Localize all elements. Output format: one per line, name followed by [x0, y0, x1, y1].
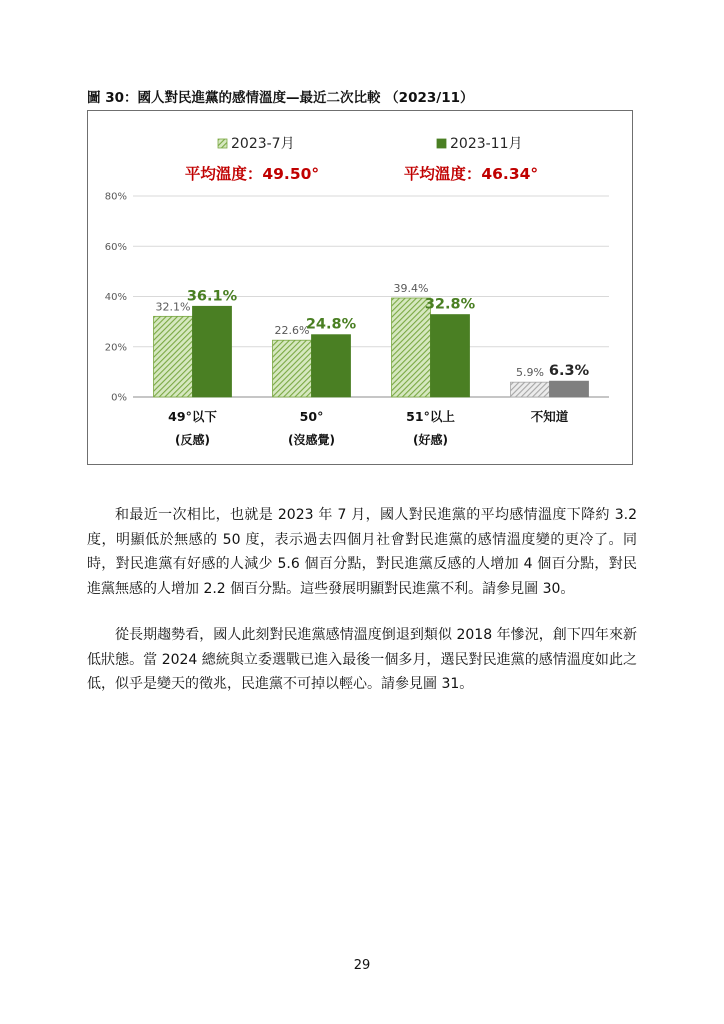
- bar: [431, 315, 470, 397]
- data-label: 32.1%: [155, 300, 191, 314]
- legend-label: 2023-7月: [231, 136, 295, 152]
- bar: [550, 381, 589, 397]
- x-tick-sublabel: (反感): [175, 433, 210, 447]
- data-label: 6.3%: [548, 363, 590, 380]
- bar: [154, 316, 193, 397]
- data-label: 32.8%: [424, 296, 476, 313]
- bar-chart: [88, 111, 634, 466]
- figure-title: 圖 30：國人對民進黨的感情溫度—最近二次比較 （2023/11）: [87, 90, 474, 106]
- x-tick-label: 不知道: [530, 409, 569, 424]
- chart-container: [87, 110, 633, 465]
- data-label: 39.4%: [393, 282, 429, 296]
- x-tick-label: 49°以下: [168, 409, 217, 424]
- data-label: 5.9%: [516, 366, 544, 380]
- y-tick-label: 80%: [104, 191, 127, 203]
- paragraph-2: 從長期趨勢看，國人此刻對民進黨感情溫度倒退到類似 2018 年慘況，創下四年來新低狀態。當 2024 總統與立委選戰已進入最後一個多月，選民對民進黨的感情溫度如此之低，似乎是變天的徵兆，民進黨不可掉以輕心。請參見圖 31。: [87, 627, 637, 692]
- average-temperature: 平均溫度：49.50°: [184, 165, 320, 183]
- y-tick-label: 60%: [104, 241, 127, 253]
- y-tick-label: 40%: [104, 292, 127, 303]
- data-label: 36.1%: [186, 288, 238, 305]
- legend-swatch: [218, 139, 227, 148]
- x-tick-label: 51°以上: [406, 409, 455, 424]
- legend-swatch: [437, 139, 446, 148]
- data-label: 22.6%: [274, 324, 310, 338]
- paragraph-1: 和最近一次相比，也就是 2023 年 7 月，國人對民進黨的平均感情溫度下降約 3.2 度，明顯低於無感的 50 度，表示過去四個月社會對民進黨的感情溫度變的更冷了。同時，對民進黨有好感的人減少 5.6 個百分點，對民進黨反感的人增加 4 個百分點，對民進黨無感的人增加 2.2 個百分點。這些發展明顯對民進黨不利。請參見圖 30。: [87, 507, 637, 597]
- y-tick-label: 20%: [104, 342, 127, 354]
- bar: [193, 306, 232, 397]
- x-tick-sublabel: (沒感覺): [288, 433, 335, 447]
- bar: [511, 382, 550, 397]
- x-tick-sublabel: (好感): [413, 433, 448, 447]
- legend-label: 2023-11月: [450, 136, 523, 152]
- bar: [273, 340, 312, 397]
- y-tick-label: 0%: [111, 392, 127, 404]
- page-number: 29: [353, 958, 371, 973]
- data-label: 24.8%: [305, 316, 357, 333]
- bar: [392, 298, 431, 397]
- bar: [312, 335, 351, 397]
- x-tick-label: 50°: [299, 409, 324, 424]
- average-temperature: 平均溫度：46.34°: [403, 165, 539, 183]
